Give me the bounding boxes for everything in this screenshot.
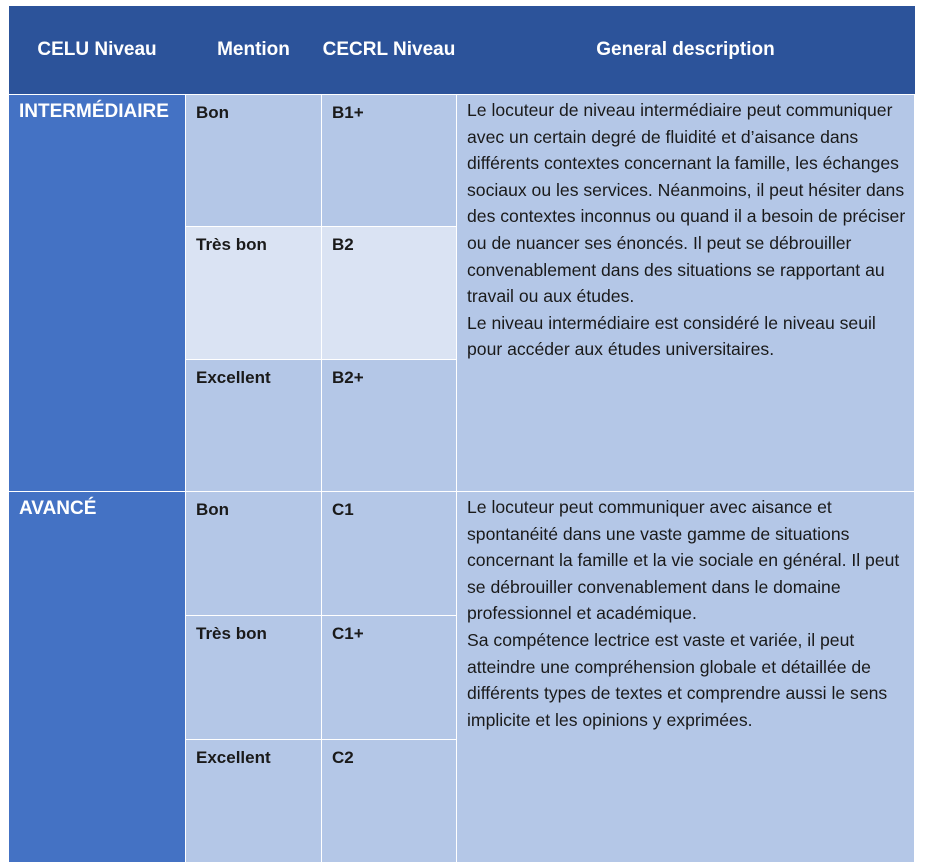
description-intermediaire [457,95,915,492]
mention-cell: Très bon [186,227,322,360]
description-paragraph: Le locuteur de niveau intermédiaire peut communiquer avec un certain degré de fluidité et d’aisance dans différents contextes concernant la famille, les échanges sociaux ou les services. Néanmoins, il peut hésiter dans des contextes inconnus ou quand il a besoin de préciser ou de nuancer ses énoncés. Il peut se débrouiller convenablement dans des situations se rapportant au travail ou aux études. [467,100,906,307]
header-general-description: General description [457,6,915,95]
header-cecrl-niveau: CECRL Niveau [322,6,457,95]
header-celu-niveau: CELU Niveau [9,6,186,95]
table-row [9,95,915,227]
description-avance [457,492,915,863]
table-row [9,492,915,616]
cecrl-cell: C1+ [322,616,457,740]
description-paragraph: Sa compétence lectrice est vaste et variée, il peut atteindre une compréhension globale et détaillée de différents types de textes et comprendre aussi le sens implicite et les opinions y exprimées. [467,629,888,730]
description-paragraph: Le niveau intermédiaire est considéré le niveau seuil pour accéder aux études universitaires. [467,312,876,360]
cecrl-cell: B2 [322,227,457,360]
header-row [9,6,915,95]
celu-levels-table [8,6,915,863]
cecrl-cell: C2 [322,740,457,863]
level-avance: AVANCÉ [9,492,186,863]
header-mention: Mention [186,6,322,95]
cecrl-cell: B2+ [322,360,457,492]
mention-cell: Excellent [186,740,322,863]
description-paragraph: Le locuteur peut communiquer avec aisance et spontanéité dans une vaste gamme de situations concernant la famille et la vie sociale en général. Il peut se débrouiller convenablement dans le domaine professionnel et académique. [467,497,900,624]
mention-cell: Bon [186,492,322,616]
cecrl-cell: B1+ [322,95,457,227]
level-intermediaire: INTERMÉDIAIRE [9,95,186,492]
mention-cell: Excellent [186,360,322,492]
mention-cell: Très bon [186,616,322,740]
mention-cell: Bon [186,95,322,227]
cecrl-cell: C1 [322,492,457,616]
